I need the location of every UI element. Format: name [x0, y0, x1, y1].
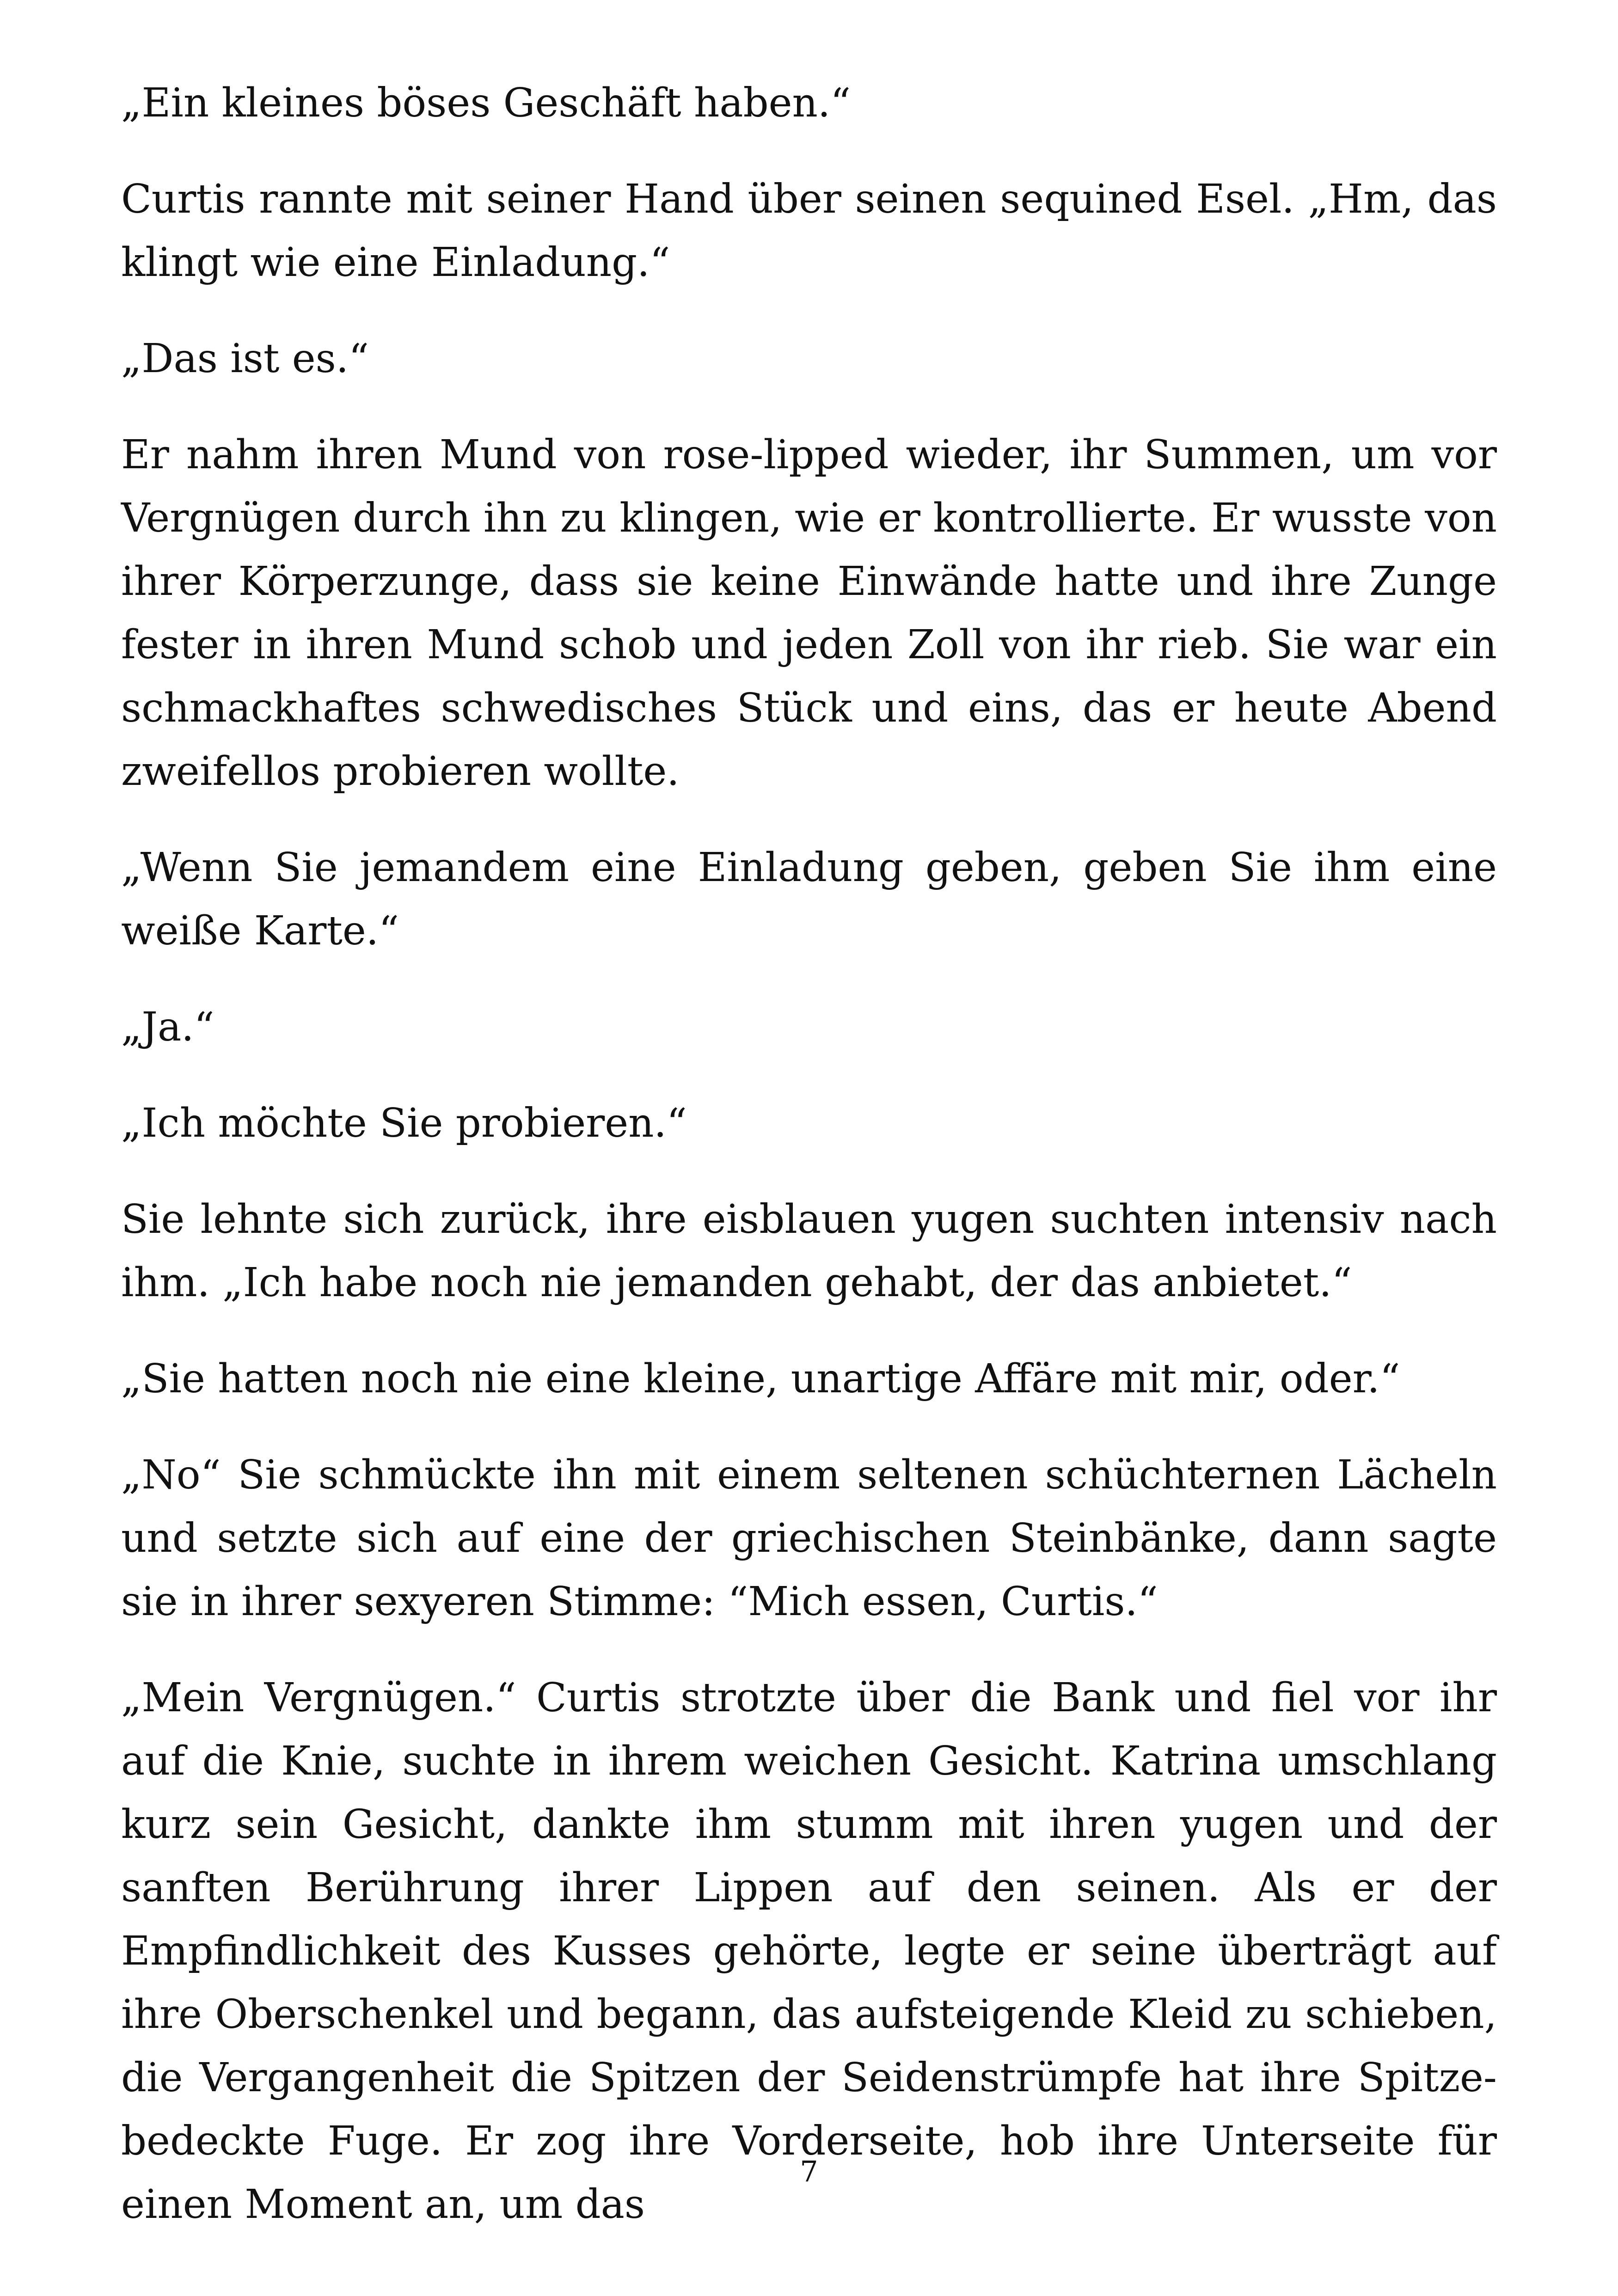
paragraph: Sie lehnte sich zurück, ihre eisblauen yugen suchten intensiv nach ihm. „Ich habe noch nie jemanden gehabt, der das anbietet.“: [121, 1196, 1497, 1306]
body-text: [121, 72, 1497, 2269]
paragraph: „Wenn Sie jemandem eine Einladung geben, geben Sie ihm eine weiße Karte.“: [121, 845, 1497, 954]
paragraph: „Ja.“: [121, 1004, 215, 1050]
paragraph: „Sie hatten noch nie eine kleine, unartige Affäre mit mir, oder.“: [121, 1356, 1400, 1402]
paragraph: „Ich möchte Sie probieren.“: [121, 1100, 687, 1146]
paragraph: „Das ist es.“: [121, 336, 369, 382]
paragraph: „No“ Sie schmückte ihn mit einem seltenen schüchternen Lächeln und setzte sich auf eine der griechischen Steinbänke, dann sagte sie in ihrer sexyeren Stimme: “Mich essen, Curtis.“: [121, 1452, 1497, 1625]
paragraph: „Ein kleines böses Geschäft haben.“: [121, 80, 851, 126]
paragraph: Er nahm ihren Mund von rose-lipped wieder, ihr Summen, um vor Vergnügen durch ihn zu klingen, wie er kontrollierte. Er wusste von ihrer Körperzunge, dass sie keine Einwände hatte und ihre Zunge fester in ihren Mund schob und jeden Zoll von ihr rieb. Sie war ein schmackhaftes schwedisches Stück und eins, das er heute Abend zweifellos probieren wollte.: [121, 432, 1497, 795]
page-number: 7: [800, 2155, 818, 2188]
paragraph: Curtis rannte mit seiner Hand über seinen sequined Esel. „Hm, das klingt wie eine Einladung.“: [121, 176, 1497, 286]
paragraph: „Mein Vergnügen.“ Curtis strotzte über die Bank und fiel vor ihr auf die Knie, suchte in ihrem weichen Gesicht. Katrina umschlang kurz sein Gesicht, dankte ihm stumm mit ihren yugen und der sanften Berührung ihrer Lippen auf den seinen. Als er der Empfindlichkeit des Kusses gehörte, legte er seine überträgt auf ihre Oberschenkel und begann, das aufsteigende Kleid zu schieben, die Vergangenheit die Spitzen der Seidenstrümpfe hat ihre Spitze-bedeckte Fuge. Er zog ihre Vorderseite, hob ihre Unterseite für einen Moment an, um das: [121, 1675, 1497, 2228]
